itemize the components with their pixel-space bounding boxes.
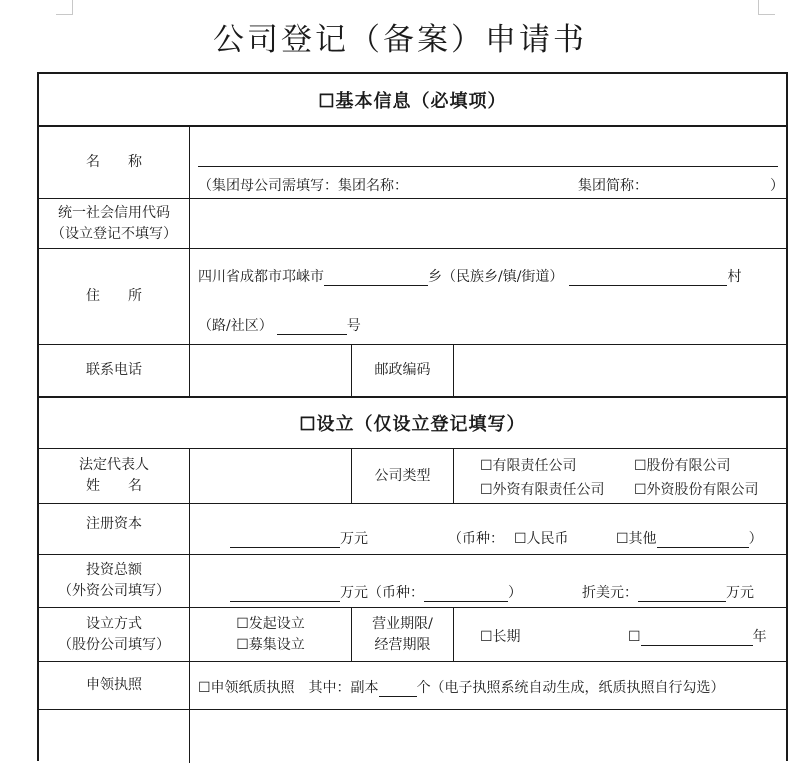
row-empty	[39, 710, 786, 763]
usd-amount-blank[interactable]	[638, 585, 726, 602]
company-type-options	[454, 449, 786, 503]
address-label: 住 所	[86, 288, 142, 304]
row-contact	[39, 345, 786, 398]
address-field[interactable]	[190, 249, 786, 344]
group-note-close: ）	[770, 178, 784, 194]
total-investment-label: 投资总额 （外资公司填写）	[58, 562, 170, 599]
total-investment-field	[190, 555, 786, 607]
section-establishment	[39, 398, 786, 449]
credit-code-field[interactable]	[190, 199, 786, 248]
row-license	[39, 662, 786, 710]
document-title: 公司登记（备案）申请书	[213, 22, 587, 58]
village-blank[interactable]	[569, 269, 727, 286]
investment-currency-blank[interactable]	[424, 585, 508, 602]
option-foreign-limited-company[interactable]: ☐外资有限责任公司	[480, 482, 605, 498]
option-joint-stock-company[interactable]: ☐股份有限公司	[634, 458, 731, 474]
application-form	[37, 72, 788, 761]
establish-method-label: 设立方式 （股份公司填写）	[58, 615, 170, 653]
group-name-note: （集团母公司需填写：集团名称：	[198, 178, 408, 194]
row-company-name	[39, 127, 786, 199]
company-name-field[interactable]	[190, 127, 786, 198]
registered-capital-field	[190, 504, 786, 554]
capital-amount-blank[interactable]	[230, 531, 340, 548]
currency-other-option[interactable]: ☐其他 ）	[616, 531, 763, 547]
usd-equivalent: 折美元： 万元	[582, 585, 754, 601]
legal-rep-label: 法定代表人 姓 名	[79, 457, 149, 494]
investment-amount-blank[interactable]	[230, 585, 340, 602]
postcode-label: 邮政编码	[374, 362, 431, 378]
business-term-label: 营业期限/ 经营期限	[372, 615, 433, 653]
license-paper-option[interactable]: ☐申领纸质执照 其中：副本 个（电子执照系统自动生成，纸质执照自行勾选）	[198, 680, 725, 696]
term-long-option[interactable]: ☐长期	[480, 629, 521, 645]
row-legal-rep	[39, 449, 786, 504]
option-foreign-joint-stock-company[interactable]: ☐外资股份有限公司	[634, 482, 759, 498]
empty-label-cell	[39, 710, 190, 763]
registered-capital-label: 注册资本	[86, 516, 142, 532]
establish-method-options	[190, 608, 351, 661]
section-establishment-title: ☐设立（仅设立登记填写）	[299, 414, 526, 435]
page-corner-mark-left	[56, 0, 73, 15]
credit-code-label: 统一社会信用代码 （设立登记不填写）	[51, 204, 177, 242]
registered-capital-amount: 万元	[230, 528, 368, 548]
investment-amount: 万元（币种： ）	[230, 582, 522, 602]
address-line-1: 四川省成都市邛崃市 乡（民族乡/镇/街道） 村	[198, 269, 742, 285]
option-promotion[interactable]: ☐发起设立	[236, 615, 305, 632]
currency-other-blank[interactable]	[657, 531, 749, 548]
copy-count-blank[interactable]	[379, 680, 417, 697]
license-field	[190, 662, 786, 709]
term-years-blank[interactable]	[641, 629, 753, 646]
company-name-label: 名 称	[86, 154, 142, 170]
section-basic-info	[39, 74, 786, 127]
company-name-underline	[198, 166, 778, 167]
phone-label: 联系电话	[86, 362, 142, 378]
address-line-2: （路/社区） 号	[198, 318, 361, 334]
road-blank[interactable]	[277, 318, 347, 335]
currency-rmb-option[interactable]: ☐人民币	[514, 531, 569, 547]
capital-currency-prefix: （币种：	[448, 531, 504, 547]
empty-field-cell[interactable]	[190, 710, 786, 763]
row-registered-capital	[39, 504, 786, 555]
license-label: 申领执照	[86, 677, 142, 693]
term-years-option[interactable]: ☐ 年	[628, 629, 767, 645]
township-blank[interactable]	[324, 269, 428, 286]
row-establish-method	[39, 608, 786, 662]
page-corner-mark-right	[758, 0, 775, 15]
row-credit-code	[39, 199, 786, 249]
row-total-investment	[39, 555, 786, 608]
section-basic-info-title: ☐基本信息（必填项）	[318, 90, 507, 112]
company-type-label: 公司类型	[374, 467, 431, 484]
postcode-field[interactable]	[454, 345, 786, 396]
row-address	[39, 249, 786, 345]
legal-rep-field[interactable]	[190, 449, 352, 503]
phone-field[interactable]	[190, 345, 352, 396]
business-term-field	[454, 608, 786, 661]
group-short-name-note: 集团简称：	[578, 178, 648, 194]
option-limited-company[interactable]: ☐有限责任公司	[480, 458, 577, 474]
option-subscription[interactable]: ☐募集设立	[236, 636, 305, 653]
